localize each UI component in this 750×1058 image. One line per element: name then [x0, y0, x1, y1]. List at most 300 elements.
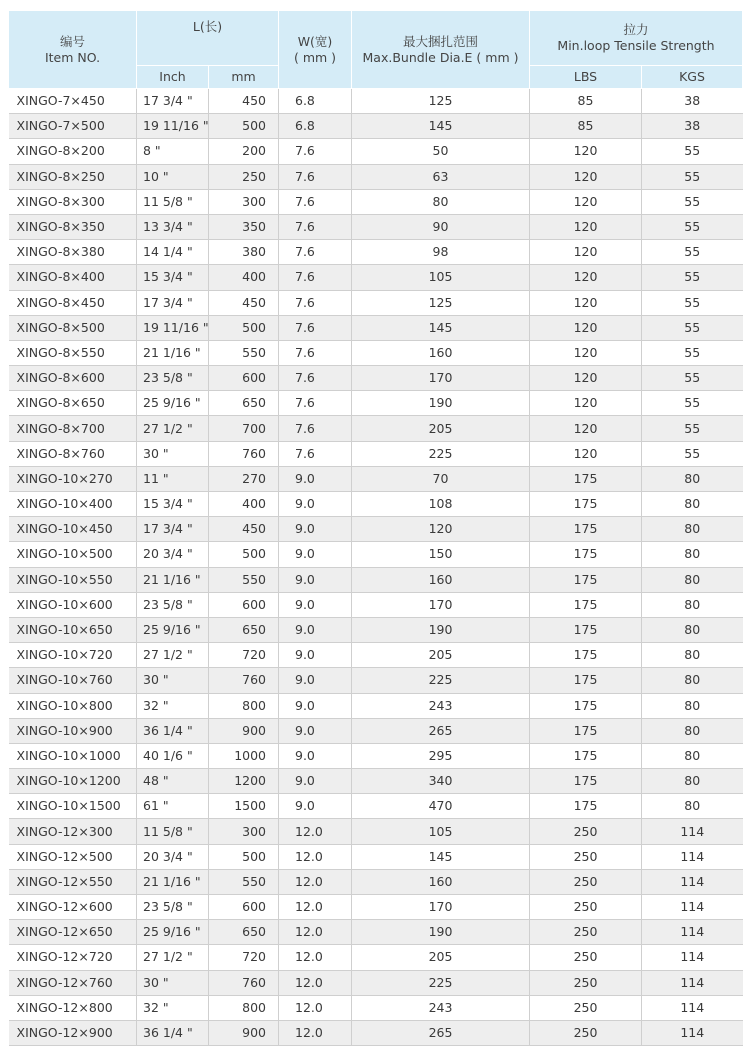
- length-inch-cell: 21 1/16 ": [137, 567, 209, 592]
- width-cell: 7.6: [279, 340, 352, 365]
- tensile-kgs-cell: 55: [642, 214, 743, 239]
- length-mm-cell: 500: [209, 542, 279, 567]
- tensile-lbs-cell: 175: [530, 794, 642, 819]
- tensile-lbs-cell: 120: [530, 240, 642, 265]
- tensile-lbs-cell: 175: [530, 617, 642, 642]
- tensile-lbs-cell: 175: [530, 668, 642, 693]
- width-cell: 7.6: [279, 164, 352, 189]
- bundle-dia-cell: 90: [352, 214, 530, 239]
- table-row: [9, 290, 743, 315]
- bundle-dia-cell: 98: [352, 240, 530, 265]
- table-row: [9, 315, 743, 340]
- item-no-cell: XINGO-10×1000: [9, 743, 137, 768]
- item-no-cell: XINGO-8×300: [9, 189, 137, 214]
- item-no-cell: XINGO-10×450: [9, 517, 137, 542]
- header-item-no: [9, 11, 137, 89]
- tensile-kgs-cell: 55: [642, 139, 743, 164]
- bundle-dia-cell: 145: [352, 315, 530, 340]
- width-cell: 7.6: [279, 290, 352, 315]
- tensile-lbs-cell: 120: [530, 265, 642, 290]
- table-row: [9, 617, 743, 642]
- width-cell: 12.0: [279, 844, 352, 869]
- length-inch-cell: 27 1/2 ": [137, 643, 209, 668]
- length-mm-cell: 900: [209, 1020, 279, 1045]
- tensile-kgs-cell: 55: [642, 290, 743, 315]
- item-no-cell: XINGO-8×400: [9, 265, 137, 290]
- length-mm-cell: 650: [209, 391, 279, 416]
- length-mm-cell: 300: [209, 819, 279, 844]
- table-row: [9, 466, 743, 491]
- bundle-dia-cell: 105: [352, 819, 530, 844]
- tensile-lbs-cell: 120: [530, 441, 642, 466]
- tensile-kgs-cell: 80: [642, 743, 743, 768]
- item-no-cell: XINGO-12×760: [9, 970, 137, 995]
- length-mm-cell: 760: [209, 668, 279, 693]
- header-kgs: KGS: [642, 66, 743, 89]
- tensile-lbs-cell: 120: [530, 189, 642, 214]
- length-inch-cell: 40 1/6 ": [137, 743, 209, 768]
- length-mm-cell: 600: [209, 895, 279, 920]
- header-tensile-cn: 拉力: [623, 22, 649, 37]
- length-mm-cell: 500: [209, 844, 279, 869]
- item-no-cell: XINGO-7×500: [9, 114, 137, 139]
- table-row: [9, 416, 743, 441]
- tensile-kgs-cell: 55: [642, 315, 743, 340]
- width-cell: 12.0: [279, 895, 352, 920]
- bundle-dia-cell: 190: [352, 391, 530, 416]
- item-no-cell: XINGO-7×450: [9, 89, 137, 114]
- tensile-kgs-cell: 55: [642, 416, 743, 441]
- item-no-cell: XINGO-12×550: [9, 869, 137, 894]
- length-mm-cell: 380: [209, 240, 279, 265]
- length-inch-cell: 17 3/4 ": [137, 89, 209, 114]
- table-row: [9, 265, 743, 290]
- header-width-cn: W(宽): [297, 33, 333, 49]
- header-inch: Inch: [137, 66, 209, 89]
- tensile-lbs-cell: 120: [530, 214, 642, 239]
- table-row: [9, 592, 743, 617]
- width-cell: 9.0: [279, 542, 352, 567]
- item-no-cell: XINGO-8×760: [9, 441, 137, 466]
- bundle-dia-cell: 205: [352, 416, 530, 441]
- table-row: [9, 542, 743, 567]
- item-no-cell: XINGO-8×350: [9, 214, 137, 239]
- length-mm-cell: 450: [209, 89, 279, 114]
- tensile-lbs-cell: 175: [530, 567, 642, 592]
- item-no-cell: XINGO-8×550: [9, 340, 137, 365]
- tensile-kgs-cell: 55: [642, 240, 743, 265]
- bundle-dia-cell: 190: [352, 920, 530, 945]
- tensile-kgs-cell: 55: [642, 164, 743, 189]
- bundle-dia-cell: 70: [352, 466, 530, 491]
- length-mm-cell: 400: [209, 492, 279, 517]
- item-no-cell: XINGO-10×900: [9, 718, 137, 743]
- table-row: [9, 819, 743, 844]
- bundle-dia-cell: 160: [352, 869, 530, 894]
- table-row: [9, 214, 743, 239]
- length-inch-cell: 36 1/4 ": [137, 718, 209, 743]
- length-mm-cell: 450: [209, 517, 279, 542]
- tensile-kgs-cell: 114: [642, 819, 743, 844]
- length-inch-cell: 27 1/2 ": [137, 416, 209, 441]
- item-no-cell: XINGO-12×800: [9, 995, 137, 1020]
- length-mm-cell: 1200: [209, 769, 279, 794]
- table-row: [9, 945, 743, 970]
- table-row: [9, 794, 743, 819]
- tensile-lbs-cell: 175: [530, 542, 642, 567]
- item-no-cell: XINGO-10×500: [9, 542, 137, 567]
- width-cell: 9.0: [279, 517, 352, 542]
- length-inch-cell: 32 ": [137, 693, 209, 718]
- width-cell: 12.0: [279, 819, 352, 844]
- tensile-kgs-cell: 80: [642, 517, 743, 542]
- tensile-kgs-cell: 114: [642, 895, 743, 920]
- table-body: [9, 89, 743, 1046]
- tensile-lbs-cell: 120: [530, 416, 642, 441]
- length-mm-cell: 400: [209, 265, 279, 290]
- tensile-lbs-cell: 120: [530, 139, 642, 164]
- tensile-kgs-cell: 55: [642, 366, 743, 391]
- width-cell: 9.0: [279, 794, 352, 819]
- width-cell: 9.0: [279, 693, 352, 718]
- length-inch-cell: 48 ": [137, 769, 209, 794]
- width-cell: 12.0: [279, 970, 352, 995]
- length-inch-cell: 17 3/4 ": [137, 290, 209, 315]
- table-row: [9, 366, 743, 391]
- width-cell: 7.6: [279, 139, 352, 164]
- item-no-cell: XINGO-12×720: [9, 945, 137, 970]
- item-no-cell: XINGO-8×650: [9, 391, 137, 416]
- width-cell: 6.8: [279, 114, 352, 139]
- tensile-kgs-cell: 80: [642, 794, 743, 819]
- length-inch-cell: 21 1/16 ": [137, 869, 209, 894]
- header-tensile: [530, 11, 743, 66]
- tensile-lbs-cell: 120: [530, 391, 642, 416]
- width-cell: 12.0: [279, 945, 352, 970]
- width-cell: 7.6: [279, 265, 352, 290]
- spec-table: [8, 10, 743, 1046]
- tensile-lbs-cell: 250: [530, 1020, 642, 1045]
- tensile-kgs-cell: 114: [642, 970, 743, 995]
- bundle-dia-cell: 108: [352, 492, 530, 517]
- item-no-cell: XINGO-12×650: [9, 920, 137, 945]
- item-no-cell: XINGO-8×380: [9, 240, 137, 265]
- tensile-kgs-cell: 114: [642, 920, 743, 945]
- length-mm-cell: 500: [209, 114, 279, 139]
- length-inch-cell: 25 9/16 ": [137, 920, 209, 945]
- length-mm-cell: 650: [209, 617, 279, 642]
- bundle-dia-cell: 225: [352, 970, 530, 995]
- item-no-cell: XINGO-12×600: [9, 895, 137, 920]
- length-mm-cell: 700: [209, 416, 279, 441]
- tensile-lbs-cell: 175: [530, 693, 642, 718]
- tensile-kgs-cell: 80: [642, 592, 743, 617]
- table-row: [9, 844, 743, 869]
- length-inch-cell: 11 5/8 ": [137, 819, 209, 844]
- tensile-kgs-cell: 55: [642, 441, 743, 466]
- table-row: [9, 1020, 743, 1045]
- bundle-dia-cell: 125: [352, 89, 530, 114]
- length-inch-cell: 19 11/16 ": [137, 315, 209, 340]
- width-cell: 9.0: [279, 743, 352, 768]
- width-cell: 9.0: [279, 466, 352, 491]
- width-cell: 7.6: [279, 315, 352, 340]
- bundle-dia-cell: 125: [352, 290, 530, 315]
- tensile-lbs-cell: 175: [530, 718, 642, 743]
- bundle-dia-cell: 295: [352, 743, 530, 768]
- tensile-lbs-cell: 250: [530, 970, 642, 995]
- item-no-cell: XINGO-10×270: [9, 466, 137, 491]
- bundle-dia-cell: 120: [352, 517, 530, 542]
- table-row: [9, 743, 743, 768]
- length-mm-cell: 720: [209, 945, 279, 970]
- header-width-unit: ( mm ): [293, 49, 337, 65]
- width-cell: 7.6: [279, 189, 352, 214]
- length-mm-cell: 600: [209, 592, 279, 617]
- length-inch-cell: 23 5/8 ": [137, 366, 209, 391]
- tensile-lbs-cell: 120: [530, 315, 642, 340]
- length-mm-cell: 1500: [209, 794, 279, 819]
- length-inch-cell: 15 3/4 ": [137, 265, 209, 290]
- table-row: [9, 995, 743, 1020]
- bundle-dia-cell: 160: [352, 567, 530, 592]
- width-cell: 12.0: [279, 920, 352, 945]
- table-row: [9, 139, 743, 164]
- bundle-dia-cell: 265: [352, 718, 530, 743]
- length-inch-cell: 17 3/4 ": [137, 517, 209, 542]
- table-header: [9, 11, 743, 89]
- table-row: [9, 567, 743, 592]
- length-mm-cell: 450: [209, 290, 279, 315]
- bundle-dia-cell: 205: [352, 945, 530, 970]
- item-no-cell: XINGO-10×1200: [9, 769, 137, 794]
- item-no-cell: XINGO-8×250: [9, 164, 137, 189]
- length-mm-cell: 300: [209, 189, 279, 214]
- bundle-dia-cell: 190: [352, 617, 530, 642]
- bundle-dia-cell: 150: [352, 542, 530, 567]
- table-row: [9, 517, 743, 542]
- tensile-kgs-cell: 38: [642, 114, 743, 139]
- length-inch-cell: 25 9/16 ": [137, 617, 209, 642]
- width-cell: 12.0: [279, 1020, 352, 1045]
- tensile-kgs-cell: 55: [642, 189, 743, 214]
- tensile-lbs-cell: 250: [530, 995, 642, 1020]
- tensile-kgs-cell: 80: [642, 492, 743, 517]
- item-no-cell: XINGO-12×500: [9, 844, 137, 869]
- item-no-cell: XINGO-10×800: [9, 693, 137, 718]
- header-bundle-cn: 最大捆扎范围: [402, 33, 478, 49]
- length-inch-cell: 30 ": [137, 668, 209, 693]
- tensile-kgs-cell: 80: [642, 542, 743, 567]
- length-mm-cell: 650: [209, 920, 279, 945]
- tensile-kgs-cell: 80: [642, 567, 743, 592]
- length-mm-cell: 760: [209, 970, 279, 995]
- tensile-kgs-cell: 80: [642, 668, 743, 693]
- length-inch-cell: 15 3/4 ": [137, 492, 209, 517]
- width-cell: 9.0: [279, 617, 352, 642]
- width-cell: 7.6: [279, 366, 352, 391]
- length-mm-cell: 270: [209, 466, 279, 491]
- length-inch-cell: 25 9/16 ": [137, 391, 209, 416]
- table-row: [9, 970, 743, 995]
- tensile-lbs-cell: 250: [530, 945, 642, 970]
- bundle-dia-cell: 50: [352, 139, 530, 164]
- tensile-kgs-cell: 55: [642, 391, 743, 416]
- length-inch-cell: 11 ": [137, 466, 209, 491]
- tensile-kgs-cell: 38: [642, 89, 743, 114]
- length-mm-cell: 900: [209, 718, 279, 743]
- width-cell: 12.0: [279, 995, 352, 1020]
- length-inch-cell: 13 3/4 ": [137, 214, 209, 239]
- tensile-kgs-cell: 114: [642, 869, 743, 894]
- table-row: [9, 769, 743, 794]
- width-cell: 7.6: [279, 441, 352, 466]
- tensile-lbs-cell: 175: [530, 643, 642, 668]
- item-no-cell: XINGO-10×650: [9, 617, 137, 642]
- length-mm-cell: 250: [209, 164, 279, 189]
- header-bundle-en: Max.Bundle Dia.E ( mm ): [362, 49, 519, 65]
- bundle-dia-cell: 170: [352, 592, 530, 617]
- table-row: [9, 89, 743, 114]
- tensile-lbs-cell: 85: [530, 89, 642, 114]
- item-no-cell: XINGO-12×900: [9, 1020, 137, 1045]
- length-inch-cell: 30 ": [137, 441, 209, 466]
- length-mm-cell: 550: [209, 340, 279, 365]
- tensile-lbs-cell: 250: [530, 920, 642, 945]
- tensile-lbs-cell: 175: [530, 769, 642, 794]
- bundle-dia-cell: 243: [352, 995, 530, 1020]
- tensile-kgs-cell: 114: [642, 945, 743, 970]
- bundle-dia-cell: 265: [352, 1020, 530, 1045]
- tensile-lbs-cell: 175: [530, 517, 642, 542]
- width-cell: 9.0: [279, 643, 352, 668]
- length-mm-cell: 760: [209, 441, 279, 466]
- tensile-lbs-cell: 250: [530, 869, 642, 894]
- width-cell: 7.6: [279, 240, 352, 265]
- table-row: [9, 920, 743, 945]
- length-inch-cell: 23 5/8 ": [137, 592, 209, 617]
- tensile-lbs-cell: 175: [530, 492, 642, 517]
- width-cell: 7.6: [279, 416, 352, 441]
- table-row: [9, 164, 743, 189]
- length-mm-cell: 720: [209, 643, 279, 668]
- bundle-dia-cell: 470: [352, 794, 530, 819]
- tensile-lbs-cell: 120: [530, 366, 642, 391]
- length-inch-cell: 23 5/8 ": [137, 895, 209, 920]
- tensile-kgs-cell: 80: [642, 718, 743, 743]
- length-inch-cell: 27 1/2 ": [137, 945, 209, 970]
- bundle-dia-cell: 160: [352, 340, 530, 365]
- length-inch-cell: 32 ": [137, 995, 209, 1020]
- length-inch-cell: 21 1/16 ": [137, 340, 209, 365]
- table-row: [9, 869, 743, 894]
- bundle-dia-cell: 145: [352, 844, 530, 869]
- bundle-dia-cell: 63: [352, 164, 530, 189]
- width-cell: 9.0: [279, 718, 352, 743]
- length-inch-cell: 61 ": [137, 794, 209, 819]
- length-inch-cell: 14 1/4 ": [137, 240, 209, 265]
- width-cell: 9.0: [279, 592, 352, 617]
- table-row: [9, 240, 743, 265]
- length-inch-cell: 19 11/16 ": [137, 114, 209, 139]
- bundle-dia-cell: 105: [352, 265, 530, 290]
- tensile-lbs-cell: 120: [530, 164, 642, 189]
- table-row: [9, 391, 743, 416]
- tensile-lbs-cell: 250: [530, 819, 642, 844]
- item-no-cell: XINGO-10×550: [9, 567, 137, 592]
- length-inch-cell: 10 ": [137, 164, 209, 189]
- item-no-cell: XINGO-10×1500: [9, 794, 137, 819]
- length-mm-cell: 500: [209, 315, 279, 340]
- header-width: [279, 11, 352, 89]
- tensile-lbs-cell: 250: [530, 844, 642, 869]
- table-row: [9, 693, 743, 718]
- length-mm-cell: 200: [209, 139, 279, 164]
- tensile-kgs-cell: 80: [642, 617, 743, 642]
- tensile-kgs-cell: 55: [642, 340, 743, 365]
- item-no-cell: XINGO-12×300: [9, 819, 137, 844]
- item-no-cell: XINGO-10×600: [9, 592, 137, 617]
- width-cell: 9.0: [279, 492, 352, 517]
- bundle-dia-cell: 340: [352, 769, 530, 794]
- length-mm-cell: 600: [209, 366, 279, 391]
- header-item-en: Item NO.: [44, 49, 101, 65]
- table-row: [9, 441, 743, 466]
- item-no-cell: XINGO-8×200: [9, 139, 137, 164]
- tensile-lbs-cell: 175: [530, 466, 642, 491]
- length-inch-cell: 20 3/4 ": [137, 844, 209, 869]
- bundle-dia-cell: 225: [352, 668, 530, 693]
- header-tensile-en: Min.loop Tensile Strength: [557, 38, 715, 53]
- table-row: [9, 340, 743, 365]
- header-length: L(长): [137, 11, 279, 66]
- width-cell: 9.0: [279, 668, 352, 693]
- header-item-cn: 编号: [59, 33, 85, 49]
- width-cell: 12.0: [279, 869, 352, 894]
- tensile-kgs-cell: 80: [642, 693, 743, 718]
- item-no-cell: XINGO-8×500: [9, 315, 137, 340]
- length-inch-cell: 30 ": [137, 970, 209, 995]
- tensile-lbs-cell: 120: [530, 340, 642, 365]
- tensile-lbs-cell: 175: [530, 592, 642, 617]
- tensile-kgs-cell: 80: [642, 769, 743, 794]
- bundle-dia-cell: 243: [352, 693, 530, 718]
- tensile-kgs-cell: 114: [642, 1020, 743, 1045]
- tensile-kgs-cell: 114: [642, 844, 743, 869]
- bundle-dia-cell: 170: [352, 366, 530, 391]
- table-row: [9, 718, 743, 743]
- bundle-dia-cell: 225: [352, 441, 530, 466]
- header-bundle: [352, 11, 530, 89]
- item-no-cell: XINGO-8×450: [9, 290, 137, 315]
- item-no-cell: XINGO-8×600: [9, 366, 137, 391]
- tensile-lbs-cell: 85: [530, 114, 642, 139]
- width-cell: 9.0: [279, 769, 352, 794]
- length-mm-cell: 800: [209, 995, 279, 1020]
- table-row: [9, 643, 743, 668]
- header-mm: mm: [209, 66, 279, 89]
- width-cell: 6.8: [279, 89, 352, 114]
- tensile-kgs-cell: 80: [642, 466, 743, 491]
- table-row: [9, 895, 743, 920]
- header-lbs: LBS: [530, 66, 642, 89]
- table-row: [9, 189, 743, 214]
- bundle-dia-cell: 170: [352, 895, 530, 920]
- bundle-dia-cell: 80: [352, 189, 530, 214]
- table-row: [9, 492, 743, 517]
- item-no-cell: XINGO-10×760: [9, 668, 137, 693]
- length-inch-cell: 8 ": [137, 139, 209, 164]
